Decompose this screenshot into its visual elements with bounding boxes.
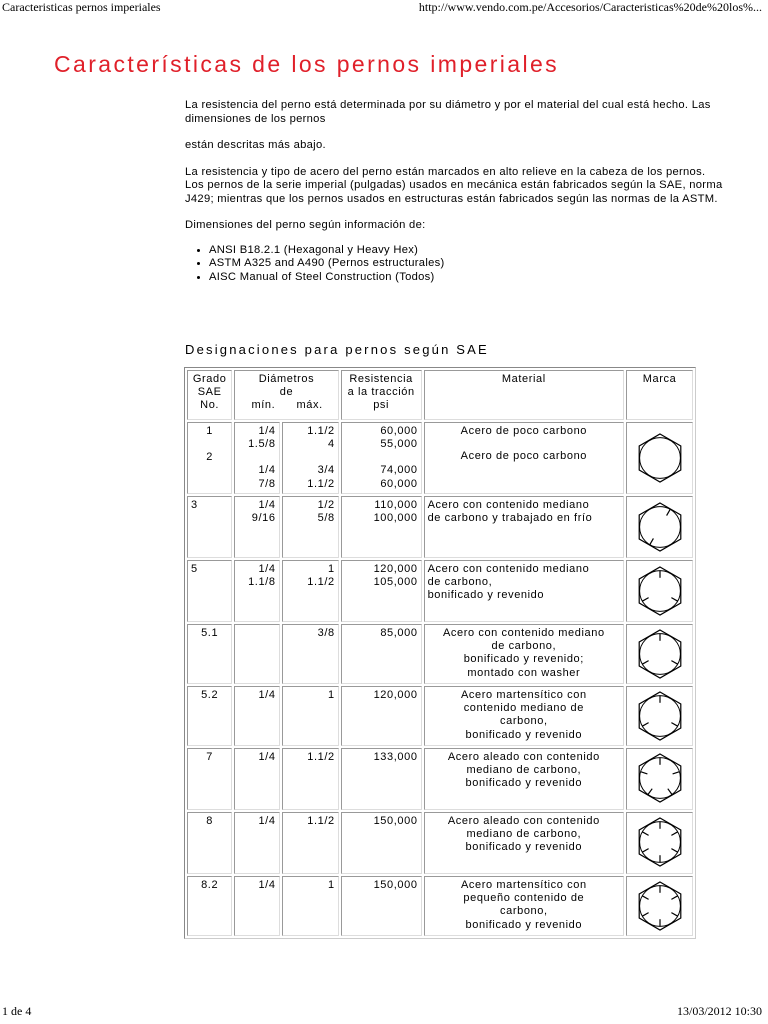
cell-marca [626, 496, 693, 558]
cell-marca [626, 876, 693, 936]
cell-grado: 5 [187, 560, 232, 622]
source-item: • ANSI B18.2.1 (Hexagonal y Heavy Hex) [209, 244, 725, 258]
bolt-head-grade-5-icon [633, 563, 687, 619]
cell-grado: 5.1 [187, 624, 232, 684]
intro-paragraph-2: están descritas más abajo. [185, 139, 326, 151]
grade-mark-line [642, 896, 648, 900]
cell-min: 1/4 1.1/8 [234, 560, 279, 622]
source-item: • AISC Manual of Steel Construction (Todos) [209, 271, 725, 285]
bolt-head-grade-1-2-icon [633, 425, 687, 491]
grade-mark-line [671, 661, 677, 665]
cell-psi: 133,000 [341, 748, 422, 810]
header-diametros: Diámetros de mín. máx. [234, 370, 338, 420]
header-material: Material [424, 370, 625, 420]
source-item: • ASTM A325 and A490 (Pernos estructurales) [209, 257, 725, 271]
cell-max: 1/2 5/8 [282, 496, 339, 558]
cell-grado: 8 [187, 812, 232, 874]
header-grado: Grado SAE No. [187, 370, 232, 420]
cell-marca [626, 624, 693, 684]
table-row [187, 624, 693, 684]
grade-mark-line [642, 832, 648, 836]
bolt-head-grade-8-icon [633, 815, 687, 869]
cell-material: Acero con contenido mediano de carbono, bonificado y revenido [424, 560, 625, 622]
header-resistencia: Resistencia a la tracción psi [341, 370, 422, 420]
cell-material: Acero con contenido mediano de carbono, bonificado y revenido; montado con washer [424, 624, 625, 684]
cell-grado: 7 [187, 748, 232, 810]
cell-max: 3/8 [282, 624, 339, 684]
grade-mark-line [642, 661, 648, 665]
cell-psi: 110,000 100,000 [341, 496, 422, 558]
sae-grades-table [184, 367, 696, 939]
cell-psi: 120,000 105,000 [341, 560, 422, 622]
grade-mark-line [671, 913, 677, 917]
cell-min [234, 624, 279, 684]
table-row [187, 560, 693, 622]
cell-min: 1/4 1.5/8 1/4 7/8 [234, 422, 279, 494]
sources-list [185, 244, 725, 285]
table-row [187, 812, 693, 874]
print-timestamp: 13/03/2012 10:30 [676, 1004, 762, 1018]
table-header-row [187, 370, 693, 420]
table-row [187, 748, 693, 810]
cell-material: Acero aleado con contenido mediano de carbono, bonificado y revenido [424, 748, 625, 810]
grade-mark-line [648, 789, 652, 795]
cell-psi: 60,000 55,000 74,000 60,000 [341, 422, 422, 494]
grade-mark-line [671, 849, 677, 853]
cell-min: 1/4 [234, 812, 279, 874]
cell-material: Acero con contenido mediano de carbono y trabajado en frío [424, 496, 625, 558]
grade-mark-line [666, 509, 670, 515]
table-row [187, 496, 693, 558]
cell-psi: 85,000 [341, 624, 422, 684]
table-title: Designaciones para pernos según SAE [185, 342, 489, 357]
cell-grado: 8.2 [187, 876, 232, 936]
cell-marca [626, 560, 693, 622]
bolt-head-grade-3-icon [633, 499, 687, 555]
cell-max: 1.1/2 4 3/4 1.1/2 [282, 422, 339, 494]
cell-grado: 1 2 [187, 422, 232, 494]
intro-paragraph-3: La resistencia y tipo de acero del perno están marcados en alto relieve en la cabeza de los pernos. Los pernos de la serie imperial (pulgadas) usados en mecánica están fabricados según la SAE, norma J429; mientras que los pernos usados en estructuras están fabricados según las normas de la ASTM. [185, 165, 723, 205]
table-row [187, 876, 693, 936]
grade-mark-line [642, 913, 648, 917]
cell-material: Acero martensítico con contenido mediano de carbono, bonificado y revenido [424, 686, 625, 746]
page-number: 1 de 4 [2, 1004, 32, 1018]
grade-mark-line [671, 598, 677, 602]
bolt-head-grade-8-2-icon [633, 879, 687, 933]
grade-mark-line [642, 598, 648, 602]
cell-grado: 3 [187, 496, 232, 558]
intro-paragraph-4: Dimensiones del perno según información de: [185, 219, 426, 231]
cell-marca [626, 748, 693, 810]
table-row [187, 686, 693, 746]
grade-mark-line [640, 772, 647, 774]
cell-psi: 150,000 [341, 812, 422, 874]
grade-mark-line [667, 789, 671, 795]
header-marca: Marca [626, 370, 693, 420]
cell-min: 1/4 [234, 876, 279, 936]
bolt-head-grade-7-icon [633, 751, 687, 805]
cell-psi: 120,000 [341, 686, 422, 746]
cell-marca [626, 686, 693, 746]
cell-min: 1/4 9/16 [234, 496, 279, 558]
cell-material: Acero aleado con contenido mediano de carbono, bonificado y revenido [424, 812, 625, 874]
grade-mark-line [672, 772, 679, 774]
cell-max: 1 1.1/2 [282, 560, 339, 622]
cell-grado: 5.2 [187, 686, 232, 746]
bolt-head-grade-5-2-icon [633, 689, 687, 743]
cell-marca [626, 812, 693, 874]
bolt-head-grade-5-1-icon [633, 627, 687, 681]
cell-marca [626, 422, 693, 494]
grade-mark-line [671, 896, 677, 900]
cell-material: Acero martensítico con pequeño contenido de carbono, bonificado y revenido [424, 876, 625, 936]
table-row [187, 422, 693, 494]
grade-mark-line [649, 538, 653, 544]
cell-max: 1.1/2 [282, 812, 339, 874]
cell-max: 1 [282, 876, 339, 936]
grade-mark-line [642, 723, 648, 727]
cell-max: 1 [282, 686, 339, 746]
intro-section [185, 99, 725, 284]
cell-max: 1.1/2 [282, 748, 339, 810]
cell-psi: 150,000 [341, 876, 422, 936]
intro-paragraph-1: La resistencia del perno está determinada por su diámetro y por el material del cual está hecho. Las dimensiones de los pernos [185, 99, 711, 125]
page-url[interactable]: http://www.vendo.com.pe/Accesorios/Caracteristicas%20de%20los%... [418, 0, 762, 14]
grade-mark-line [671, 832, 677, 836]
grade-mark-line [671, 723, 677, 727]
browser-page-title: Caracteristicas pernos imperiales [2, 0, 161, 14]
cell-material: Acero de poco carbono Acero de poco carbono [424, 422, 625, 494]
cell-min: 1/4 [234, 748, 279, 810]
page-title: Características de los pernos imperiales [54, 51, 560, 77]
cell-min: 1/4 [234, 686, 279, 746]
grade-mark-line [642, 849, 648, 853]
